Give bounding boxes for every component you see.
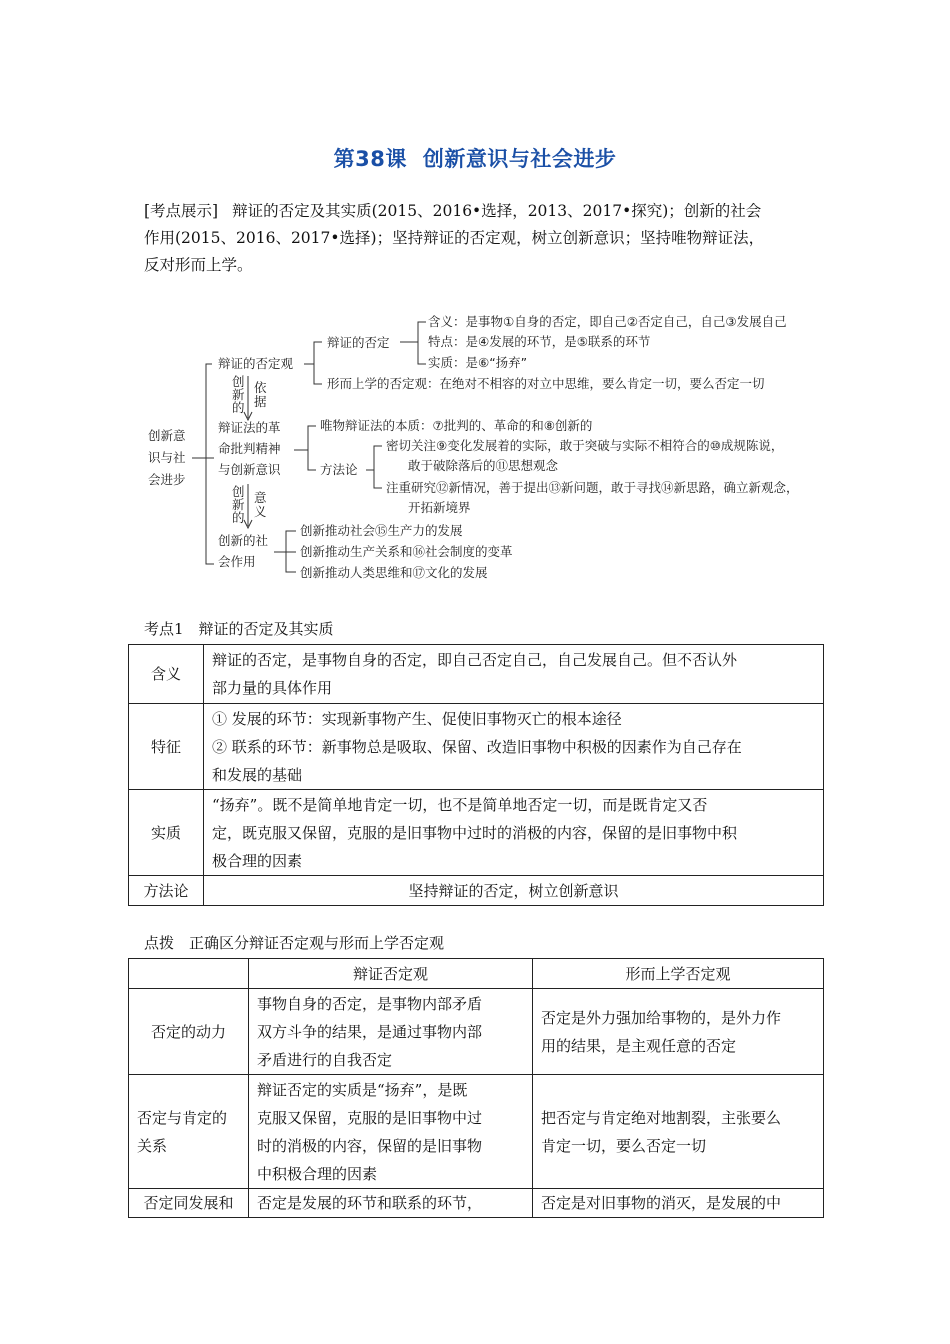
branch-revolutionary-spirit-3: 与创新意识	[218, 462, 281, 477]
branch-social-role-1: 创新的社	[218, 533, 269, 548]
root-line-3: 会进步	[148, 472, 186, 487]
table-row	[129, 876, 824, 906]
cell-dialectical: 事物自身的否定，是事物内部矛盾 双方斗争的结果，是通过事物内部 矛盾进行的自我否定	[249, 989, 533, 1075]
svg-text:据: 据	[254, 394, 267, 409]
branch-social-role-2: 会作用	[218, 554, 256, 569]
cell-metaphysical: 把否定与肯定绝对地割裂，主张要么 肯定一切，要么否定一切	[533, 1075, 824, 1189]
cell-dialectical: 否定是发展的环节和联系的环节，	[249, 1189, 533, 1218]
table-row	[129, 645, 824, 704]
table-row	[129, 989, 824, 1075]
node-dialectical-negation: 辩证的否定	[327, 335, 390, 350]
comparison-table	[128, 958, 824, 1218]
svg-text:创: 创	[232, 374, 245, 389]
table-row	[129, 704, 824, 790]
root-line-2: 识与社	[148, 450, 186, 465]
svg-text:的: 的	[232, 510, 245, 525]
branch-revolutionary-spirit-2: 命批判精神	[218, 441, 281, 456]
branch-dialectical-negation: 辩证的否定观	[218, 356, 294, 371]
svg-text:新: 新	[232, 387, 245, 402]
intro-line-3: 反对形而上学。	[144, 256, 253, 274]
exam-points	[144, 198, 824, 279]
row-head: 实质	[129, 790, 204, 876]
node-features: 特点：是④发展的环节，是⑤联系的环节	[428, 334, 651, 349]
row-head: 否定与肯定的 关系	[129, 1075, 249, 1189]
title-lesson: 第38课	[333, 147, 407, 171]
cell-metaphysical: 否定是外力强加给事物的，是外力作 用的结果，是主观任意的否定	[533, 989, 824, 1075]
node-methodology: 方法论	[320, 462, 358, 477]
cell-dialectical: 辩证否定的实质是“扬弃”，是既 克服又保留，克服的是旧事物中过 时的消极的内容，保留的是旧事物 中积极合理的因素	[249, 1075, 533, 1189]
branch-revolutionary-spirit-1: 辩证法的革	[218, 420, 281, 435]
row-content: ① 发展的环节：实现新事物产生、促使旧事物灭亡的根本途径 ② 联系的环节：新事物总是吸取、保留、改造旧事物中积极的因素作为自己存在 和发展的基础	[204, 704, 824, 790]
table-row	[129, 1189, 824, 1218]
node-metaphysical-negation: 形而上学的否定观：在绝对不相容的对立中思维，要么肯定一切，要么否定一切	[327, 376, 765, 391]
row-content: 辩证的否定，是事物自身的否定，即自己否定自己，自己发展自己。但不否认外 部力量的具体作用	[204, 645, 824, 704]
node-role-relations: 创新推动生产关系和⑯社会制度的变革	[300, 544, 513, 559]
table-header-row	[129, 959, 824, 989]
row-content: “扬弃”。既不是简单地肯定一切，也不是简单地否定一切，而是既肯定又否 定，既克服又保留，克服的是旧事物中过时的消极的内容，保留的是旧事物中积 极合理的因素	[204, 790, 824, 876]
negation-table	[128, 644, 824, 906]
row-head: 含义	[129, 645, 204, 704]
intro-label: [考点展示]	[144, 202, 219, 220]
concept-map	[130, 300, 850, 590]
intro-line-2: 作用(2015、2016、2017•选择)；坚持辩证的否定观，树立创新意识；坚持唯物辩证法，	[144, 229, 765, 247]
svg-text:新: 新	[232, 497, 245, 512]
svg-text:意: 意	[254, 490, 267, 505]
row-head: 否定同发展和	[129, 1189, 249, 1218]
col-metaphysical: 形而上学否定观	[533, 959, 824, 989]
node-method-1a: 密切关注⑨变化发展着的实际，敢于突破与实际不相符合的⑩成规陈说，	[386, 438, 784, 453]
node-method-1b: 敢于破除落后的⑪思想观念	[408, 458, 559, 473]
title-topic: 创新意识与社会进步	[422, 147, 617, 171]
col-dialectical: 辩证否定观	[249, 959, 533, 989]
table-row	[129, 1075, 824, 1189]
svg-text:义: 义	[254, 504, 267, 519]
node-method-2a: 注重研究⑫新情况，善于提出⑬新问题，敢于寻找⑭新思路，确立新观念，	[386, 480, 799, 495]
svg-text:创: 创	[232, 484, 245, 499]
row-head: 否定的动力	[129, 989, 249, 1075]
node-role-culture: 创新推动人类思维和⑰文化的发展	[300, 565, 488, 580]
node-role-productivity: 创新推动社会⑮生产力的发展	[300, 523, 463, 538]
node-essence-of-dialectics: 唯物辩证法的本质：⑦批判的、革命的和⑧创新的	[320, 418, 593, 433]
row-head: 特征	[129, 704, 204, 790]
table-row	[129, 790, 824, 876]
node-essence: 实质：是⑥“扬弃”	[428, 355, 528, 370]
node-meaning: 含义：是事物①自身的否定，即自己②否定自己，自己③发展自己	[428, 314, 787, 329]
svg-text:的: 的	[232, 400, 245, 415]
svg-text:依: 依	[254, 380, 267, 395]
root-line-1: 创新意	[148, 428, 186, 443]
page-title	[0, 143, 950, 173]
row-content: 坚持辩证的否定，树立创新意识	[204, 876, 824, 906]
section1-heading: 考点1 辩证的否定及其实质	[144, 620, 334, 638]
node-method-2b: 开拓新境界	[408, 500, 471, 515]
cell-metaphysical: 否定是对旧事物的消灭，是发展的中	[533, 1189, 824, 1218]
section2-heading: 点拨 正确区分辩证否定观与形而上学否定观	[144, 934, 445, 952]
intro-line-1: [考点展示] 辩证的否定及其实质(2015、2016•选择，2013、2017•探究)；创新的社会	[144, 202, 762, 220]
row-head: 方法论	[129, 876, 204, 906]
